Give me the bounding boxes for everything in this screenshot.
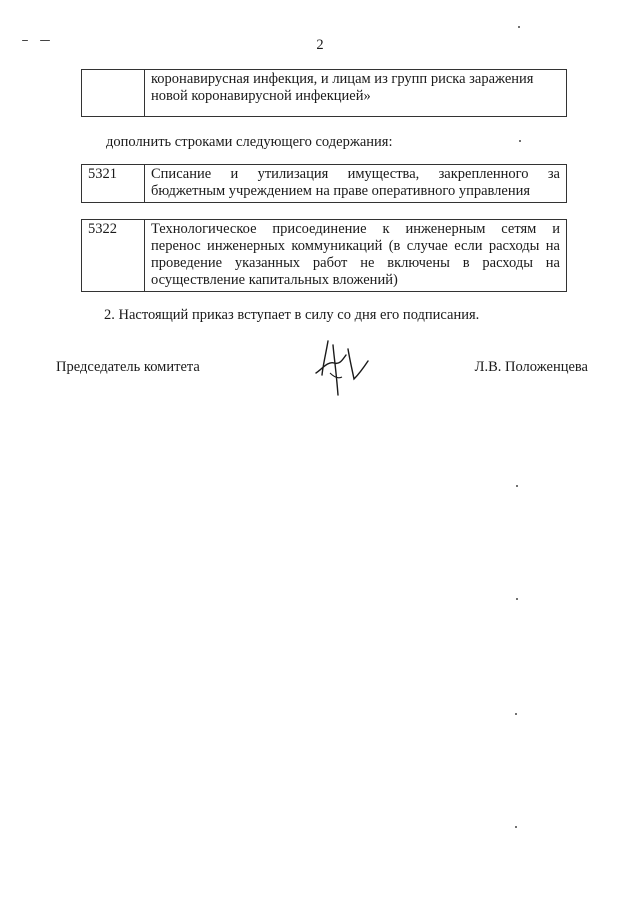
signer-name: Л.В. Положенцева: [474, 359, 588, 375]
scan-mark: [515, 826, 517, 828]
table-row: [82, 220, 567, 292]
table-row-5321: [81, 164, 567, 203]
table-row: [82, 165, 567, 203]
scan-mark: [516, 485, 518, 487]
description-line: проведение указанных работ не включены в расходы на: [151, 255, 560, 271]
description-cell: [145, 70, 567, 117]
scan-mark: [515, 713, 517, 715]
table-row-5322: [81, 219, 567, 292]
description-cell: [145, 220, 567, 292]
signature-icon: [308, 333, 378, 398]
table-continuation: [81, 69, 567, 117]
intro-text: дополнить строками следующего содержания:: [106, 134, 393, 150]
page-number: 2: [316, 37, 324, 53]
description-line: перенос инженерных коммуникаций (в случае если расходы на: [151, 238, 560, 254]
scan-mark: [516, 598, 518, 600]
scan-mark: [518, 26, 520, 28]
description-cell: [145, 165, 567, 203]
description-line: бюджетным учреждением на праве оперативного управления: [151, 183, 531, 199]
code-cell: 5322: [82, 220, 145, 292]
table-row: [82, 70, 567, 117]
code-cell: [82, 70, 145, 117]
description-line: коронавирусная инфекция, и лицам из групп риска заражения: [151, 71, 534, 87]
description-line: новой коронавирусной инфекцией»: [151, 88, 371, 104]
signer-title: Председатель комитета: [56, 359, 200, 375]
scan-mark: [22, 40, 28, 41]
description-line: Технологическое присоединение к инженерным сетям и: [151, 221, 560, 237]
clause-2: 2. Настоящий приказ вступает в силу со дня его подписания.: [104, 307, 480, 323]
scan-mark: [40, 40, 50, 41]
description-line: Списание и утилизация имущества, закрепленного за: [151, 166, 560, 182]
scan-mark: [519, 140, 521, 142]
description-line: осуществление капитальных вложений): [151, 272, 398, 288]
code-cell: 5321: [82, 165, 145, 203]
